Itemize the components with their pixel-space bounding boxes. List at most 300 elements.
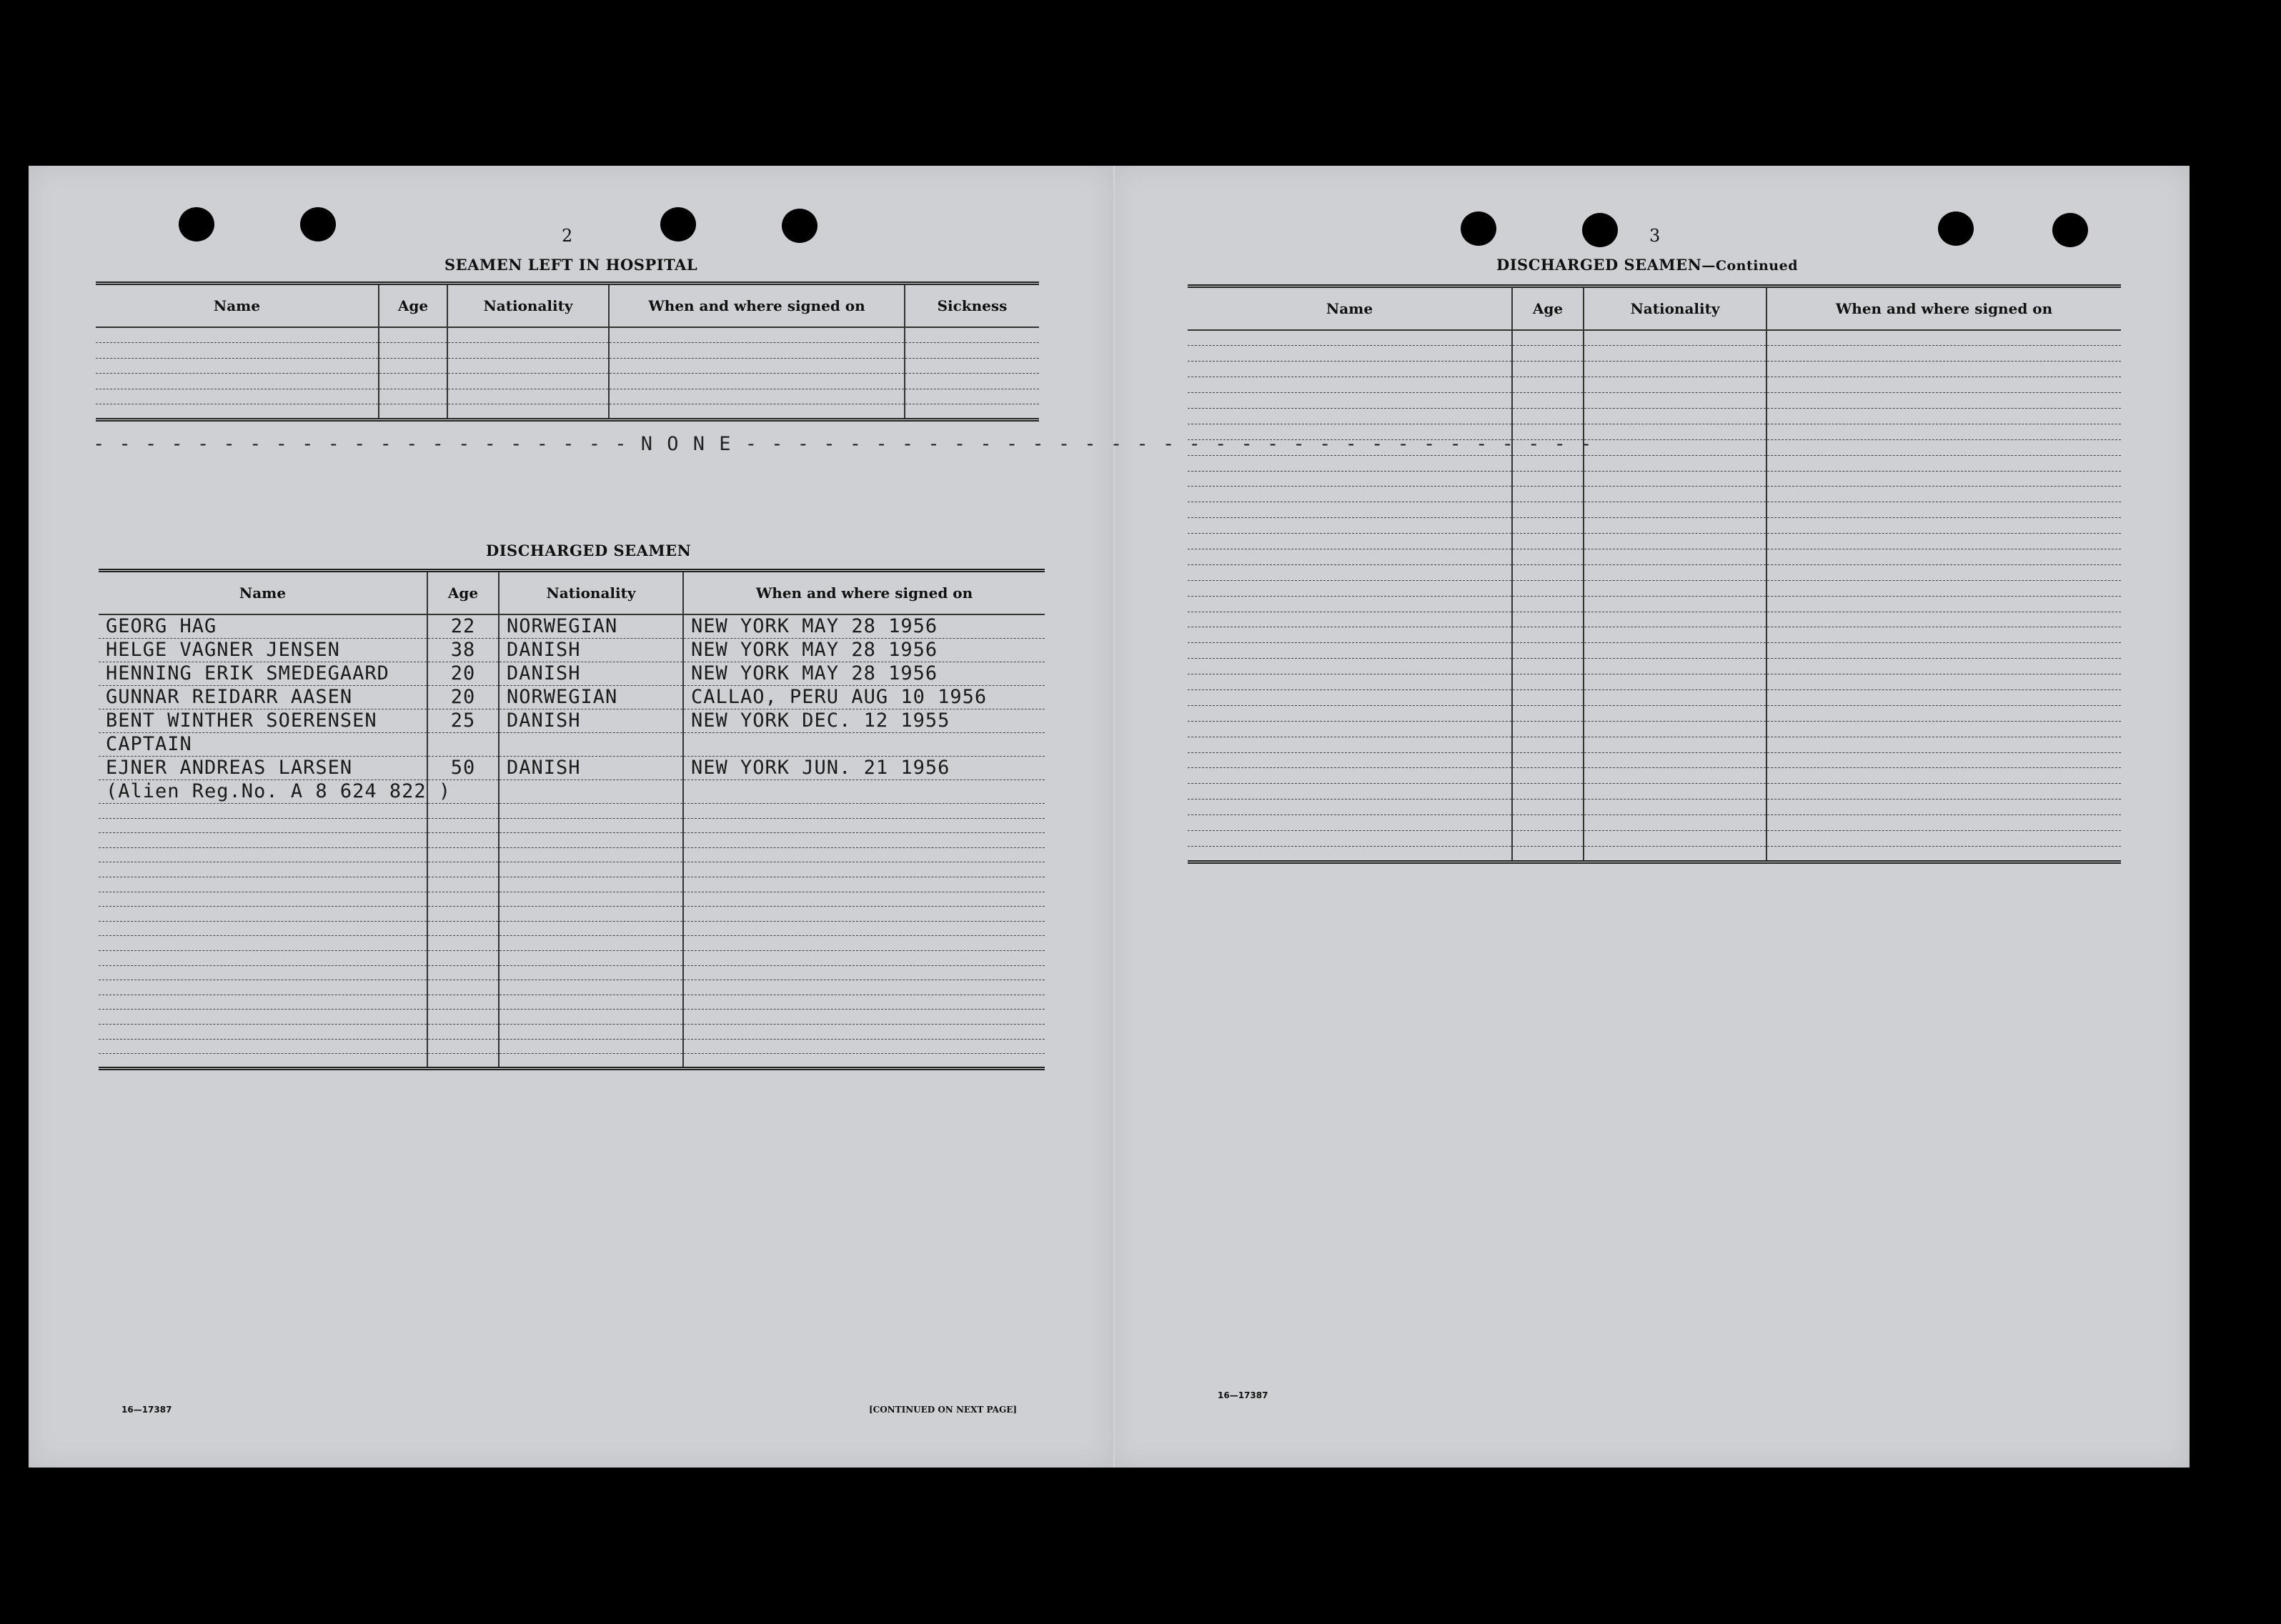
table-cell-signed-on [683,921,1045,936]
table-cell-age [427,921,499,936]
discharged-continued-table [1188,284,2121,864]
table-cell-name: BENT WINTHER SOERENSEN [99,709,427,733]
table-cell-age [1512,659,1584,674]
table-cell-name [99,995,427,1010]
column-header-signed-on: When and where signed on [1766,287,2121,331]
table-cell-nationality [499,818,683,833]
table-cell-signed-on [683,733,1045,757]
table-cell-name [1188,815,1512,831]
table-cell-signed-on [1766,424,2121,439]
table-cell-signed-on [683,1039,1045,1054]
table-cell-name [99,1054,427,1069]
table-row [96,389,1039,404]
table-cell-signed-on [683,862,1045,877]
table-cell-age [1512,846,1584,862]
table-cell-signed-on [683,877,1045,892]
table-cell-signed-on [1766,815,2121,831]
table-cell-age [1512,831,1584,847]
table-cell-age [1512,330,1584,346]
table-cell-signed-on [1766,455,2121,471]
table-cell-age [379,389,447,404]
table-cell-signed-on [1766,564,2121,580]
table-cell-sickness [905,389,1039,404]
table-cell-signed-on [1766,721,2121,737]
table-cell-age [427,862,499,877]
table-row [1188,424,2121,439]
table-cell-age [427,907,499,922]
table-cell-name [1188,330,1512,346]
table-cell-name [1188,737,1512,752]
table-cell-nationality [499,733,683,757]
table-cell-signed-on [609,374,905,389]
table-cell-name [99,1039,427,1054]
table-cell-signed-on [1766,487,2121,502]
table-row [1188,659,2121,674]
table-row [1188,518,2121,534]
table-cell-name [1188,362,1512,377]
table-cell-age [427,1054,499,1069]
form-code: 16—17387 [121,1405,172,1415]
table-cell-age [427,733,499,757]
table-cell-nationality [1584,846,1766,862]
table-cell-signed-on [1766,549,2121,564]
table-cell-age [379,358,447,374]
table-cell-nationality [1584,784,1766,799]
table-cell-age [1512,580,1584,596]
table-cell-nationality [1584,424,1766,439]
table-cell-name [96,374,379,389]
table-row [99,862,1045,877]
table-cell-signed-on [1766,846,2121,862]
column-header-name: Name [99,571,427,615]
table-row [99,995,1045,1010]
punch-hole-icon [782,209,818,243]
table-row [1188,362,2121,377]
table-row [99,818,1045,833]
table-row [1188,784,2121,799]
table-cell-nationality [1584,330,1766,346]
table-row [1188,439,2121,455]
table-cell-signed-on [683,804,1045,819]
table-row [1188,487,2121,502]
table-cell-nationality [447,358,609,374]
table-cell-name [1188,408,1512,424]
table-row [99,950,1045,965]
table-cell-signed-on [683,936,1045,951]
table-cell-nationality [499,950,683,965]
table-cell-signed-on [1766,627,2121,643]
table-cell-signed-on [1766,768,2121,784]
table-row [1188,799,2121,815]
table-cell-name [99,921,427,936]
table-cell-name [1188,674,1512,690]
table-cell-age [1512,627,1584,643]
table-cell-age [1512,487,1584,502]
table-cell-name [1188,534,1512,549]
table-cell-age [427,847,499,862]
table-cell-nationality [499,965,683,980]
table-cell-name [1188,455,1512,471]
table-row [99,804,1045,819]
table-cell-name [1188,831,1512,847]
table-cell-age [427,995,499,1010]
table-row [96,343,1039,359]
table-row [99,757,1045,780]
table-cell-name [99,907,427,922]
table-cell-signed-on [683,818,1045,833]
table-cell-name [1188,346,1512,362]
table-cell-age [1512,815,1584,831]
table-cell-name [1188,393,1512,409]
table-cell-name [1188,784,1512,799]
table-cell-signed-on: NEW YORK DEC. 12 1955 [683,709,1045,733]
table-cell-nationality: DANISH [499,639,683,662]
table-cell-signed-on [1766,377,2121,393]
table-row [1188,471,2121,487]
table-cell-signed-on [683,907,1045,922]
table-cell-age: 50 [427,757,499,780]
table-row [1188,455,2121,471]
column-header-age: Age [427,571,499,615]
table-cell-signed-on [609,358,905,374]
table-cell-age [427,936,499,951]
table-cell-name [99,965,427,980]
table-cell-sickness [905,358,1039,374]
table-row [99,936,1045,951]
table-cell-age [427,892,499,907]
table-cell-signed-on [683,965,1045,980]
page-fold [1112,166,1115,1468]
table-cell-nationality [447,327,609,343]
table-cell-age [379,374,447,389]
table-cell-signed-on [1766,799,2121,815]
table-cell-name [1188,627,1512,643]
table-cell-nationality [1584,799,1766,815]
table-cell-signed-on [1766,534,2121,549]
table-cell-nationality [499,936,683,951]
title-main: DISCHARGED SEAMEN [1496,256,1702,274]
table-cell-age [427,1010,499,1025]
table-cell-age: 20 [427,686,499,709]
table-cell-signed-on: NEW YORK MAY 28 1956 [683,614,1045,639]
table-cell-name [96,404,379,420]
table-cell-signed-on [1766,737,2121,752]
table-cell-nationality [1584,815,1766,831]
table-cell-signed-on [609,389,905,404]
form-code-right: 16—17387 [1218,1390,1268,1400]
table-cell-nationality [1584,502,1766,518]
table-cell-signed-on: NEW YORK JUN. 21 1956 [683,757,1045,780]
table-cell-nationality [499,780,683,804]
table-cell-age [1512,612,1584,627]
punch-hole-icon [660,207,696,241]
table-cell-age [427,877,499,892]
table-cell-name [96,358,379,374]
table-row [1188,393,2121,409]
table-row [1188,564,2121,580]
table-cell-name [1188,705,1512,721]
table-cell-nationality [499,892,683,907]
table-cell-age [1512,768,1584,784]
table-row [99,686,1045,709]
table-row [99,1054,1045,1069]
table-cell-age [427,804,499,819]
table-cell-signed-on [683,950,1045,965]
table-cell-name: GEORG HAG [99,614,427,639]
column-header-name: Name [96,284,379,328]
table-cell-nationality [499,980,683,995]
table-cell-signed-on [683,1054,1045,1069]
table-cell-age [1512,534,1584,549]
table-cell-nationality [1584,471,1766,487]
table-cell-age [379,327,447,343]
column-header-nationality: Nationality [447,284,609,328]
column-header-name: Name [1188,287,1512,331]
table-row [1188,612,2121,627]
punch-hole-icon [179,207,214,241]
column-header-signed-on: When and where signed on [683,571,1045,615]
table-cell-nationality [499,877,683,892]
table-cell-name [99,862,427,877]
table-cell-age [427,965,499,980]
punch-hole-icon [1582,213,1618,247]
table-row [1188,737,2121,752]
table-cell-age [427,1024,499,1039]
table-cell-age [1512,455,1584,471]
table-cell-name [1188,487,1512,502]
table-row [1188,502,2121,518]
punch-hole-icon [2052,213,2088,247]
table-cell-name: GUNNAR REIDARR AASEN [99,686,427,709]
table-cell-nationality [1584,831,1766,847]
table-cell-name [1188,768,1512,784]
table-cell-nationality [1584,439,1766,455]
table-cell-age [1512,408,1584,424]
table-cell-nationality [1584,627,1766,643]
table-cell-nationality [1584,362,1766,377]
title-continued: —Continued [1701,258,1798,274]
table-row [1188,831,2121,847]
table-cell-name [1188,721,1512,737]
table-cell-nationality [1584,518,1766,534]
table-cell-signed-on [683,780,1045,804]
table-row [1188,721,2121,737]
table-cell-signed-on [1766,674,2121,690]
table-cell-name [1188,799,1512,815]
table-row [99,614,1045,639]
table-cell-name [99,936,427,951]
table-cell-age [1512,596,1584,612]
table-cell-name [1188,377,1512,393]
table-cell-age [1512,439,1584,455]
table-row [1188,815,2121,831]
table-cell-nationality: NORWEGIAN [499,686,683,709]
table-cell-signed-on [1766,471,2121,487]
column-header-signed-on: When and where signed on [609,284,905,328]
table-cell-nationality [499,833,683,848]
table-cell-nationality: DANISH [499,757,683,780]
left-page-number: 2 [562,226,573,246]
table-row [1188,580,2121,596]
table-cell-signed-on [683,833,1045,848]
table-cell-age [1512,737,1584,752]
table-row [1188,752,2121,768]
table-row [99,907,1045,922]
table-row [1188,549,2121,564]
table-cell-signed-on [1766,580,2121,596]
table-cell-nationality [499,862,683,877]
table-row [1188,377,2121,393]
table-cell-age [1512,752,1584,768]
table-cell-nationality [1584,408,1766,424]
hospital-section-title: SEAMEN LEFT IN HOSPITAL [444,256,698,274]
table-cell-signed-on: NEW YORK MAY 28 1956 [683,662,1045,686]
table-cell-name [99,892,427,907]
table-row [96,374,1039,389]
table-cell-name [99,1024,427,1039]
none-entry: - - - - - - - - - - - - - - - - - - - - - N O N E - - - - - - - - - - - - - - - - - - - - - - - - - - - - - - - - - [93,433,1594,455]
table-cell-name [1188,424,1512,439]
table-cell-name [96,343,379,359]
table-cell-age [1512,689,1584,705]
table-cell-age [1512,502,1584,518]
table-cell-nationality [1584,455,1766,471]
table-cell-name [99,818,427,833]
table-cell-signed-on [609,343,905,359]
table-cell-nationality: DANISH [499,662,683,686]
table-cell-nationality [1584,721,1766,737]
table-cell-name [99,804,427,819]
table-cell-signed-on [609,404,905,420]
table-cell-nationality [447,374,609,389]
table-cell-age [1512,564,1584,580]
table-cell-signed-on [1766,596,2121,612]
table-cell-signed-on [1766,752,2121,768]
table-row [99,921,1045,936]
table-cell-age [1512,705,1584,721]
table-row [96,404,1039,420]
table-row [1188,534,2121,549]
table-cell-signed-on [1766,689,2121,705]
table-cell-nationality [1584,377,1766,393]
table-cell-nationality [1584,534,1766,549]
table-cell-name: HENNING ERIK SMEDEGAARD [99,662,427,686]
table-cell-age [379,404,447,420]
table-cell-name: (Alien Reg.No. A 8 624 822 ) [99,780,427,804]
table-row [99,892,1045,907]
table-cell-name [99,833,427,848]
table-row [99,965,1045,980]
table-cell-nationality [1584,737,1766,752]
table-row [99,780,1045,804]
table-cell-age: 25 [427,709,499,733]
table-row [99,847,1045,862]
table-cell-signed-on [1766,612,2121,627]
table-row [99,662,1045,686]
table-row [99,1039,1045,1054]
table-cell-signed-on [683,847,1045,862]
table-cell-age [1512,377,1584,393]
table-cell-name [99,980,427,995]
table-cell-signed-on [1766,502,2121,518]
table-cell-name: HELGE VAGNER JENSEN [99,639,427,662]
table-cell-age [427,980,499,995]
table-cell-nationality [1584,549,1766,564]
table-cell-signed-on [1766,439,2121,455]
table-cell-name [1188,502,1512,518]
table-cell-sickness [905,404,1039,420]
table-cell-signed-on: NEW YORK MAY 28 1956 [683,639,1045,662]
table-cell-age [1512,471,1584,487]
table-cell-signed-on [1766,393,2121,409]
table-row [99,980,1045,995]
table-cell-nationality: DANISH [499,709,683,733]
table-cell-name: EJNER ANDREAS LARSEN [99,757,427,780]
table-row [1188,768,2121,784]
table-cell-name: CAPTAIN [99,733,427,757]
table-cell-name [1188,596,1512,612]
table-row [1188,596,2121,612]
table-cell-age [1512,643,1584,659]
table-row [1188,408,2121,424]
table-cell-name [1188,564,1512,580]
column-header-age: Age [379,284,447,328]
table-cell-nationality [499,1039,683,1054]
table-row [1188,674,2121,690]
table-cell-name [1188,549,1512,564]
table-cell-signed-on [683,892,1045,907]
table-cell-age: 22 [427,614,499,639]
table-cell-name [1188,689,1512,705]
table-row [1188,627,2121,643]
table-cell-sickness [905,374,1039,389]
table-cell-signed-on [1766,362,2121,377]
table-row [1188,689,2121,705]
table-cell-name [1188,471,1512,487]
table-row [99,733,1045,757]
table-cell-name [99,950,427,965]
table-cell-name [1188,752,1512,768]
table-row [1188,705,2121,721]
table-cell-signed-on [1766,784,2121,799]
table-cell-nationality [1584,768,1766,784]
table-cell-age [427,1039,499,1054]
table-cell-name [99,847,427,862]
table-cell-age [1512,721,1584,737]
table-row [99,1010,1045,1025]
table-row [99,1024,1045,1039]
table-cell-age [1512,393,1584,409]
table-cell-nationality [499,907,683,922]
table-cell-age [1512,549,1584,564]
table-cell-age [1512,518,1584,534]
table-cell-name [99,1010,427,1025]
table-cell-nationality [447,343,609,359]
table-cell-signed-on [1766,831,2121,847]
discharged-section-title: DISCHARGED SEAMEN [486,542,692,559]
table-cell-age: 20 [427,662,499,686]
table-row [96,358,1039,374]
punch-hole-icon [300,207,336,241]
table-cell-nationality [1584,689,1766,705]
table-cell-nationality [1584,659,1766,674]
table-cell-nationality [1584,346,1766,362]
table-cell-age: 38 [427,639,499,662]
column-header-age: Age [1512,287,1584,331]
table-cell-signed-on [1766,408,2121,424]
table-cell-name [99,877,427,892]
table-row [99,639,1045,662]
